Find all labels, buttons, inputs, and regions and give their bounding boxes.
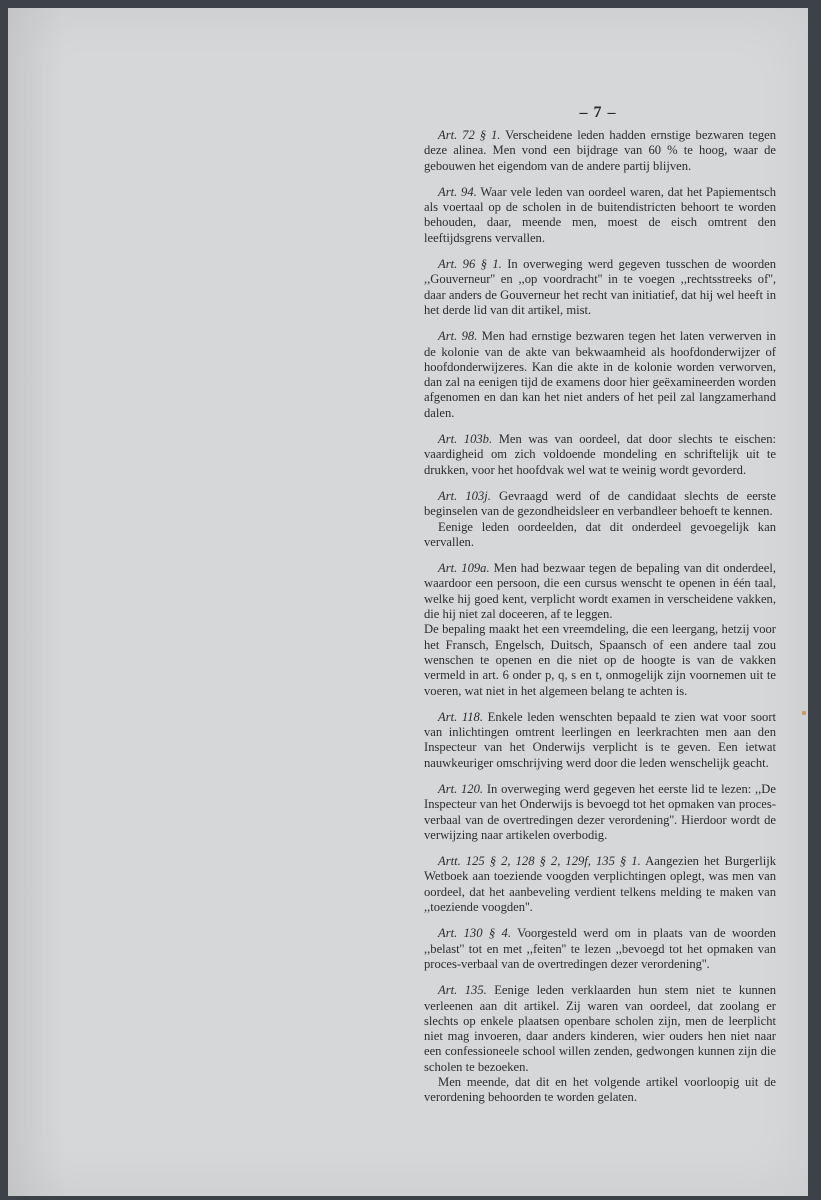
paragraph-text: Voorgesteld werd om in plaats van de woorden ,,belast'' tot en met ,,feiten'' te lezen ,,bevoegd tot het opmaken van proces-verbaal van de overtredingen dezer verordening''.: [424, 926, 776, 971]
paragraph-text: Verscheidene leden hadden ernstige bezwaren tegen deze alinea. Men vond een bijdrage van 60 % te hoog, waar de gebouwen het eigendom van de andere partij blijven.: [424, 128, 777, 173]
paragraph-text: In overweging werd gegeven het eerste lid te lezen: ,,De Inspecteur van het Onderwijs is bevoegd tot het opmaken van proces-verbaal van de overtredingen dezer verordening''. Hierdoor wordt de verwijzing naar artikelen overbodig.: [424, 781, 776, 842]
article-ref: Art. 118.: [438, 709, 484, 724]
paragraph-art-103j-cont: [424, 520, 776, 551]
article-ref: Art. 120.: [438, 781, 484, 796]
paragraph-art-72: [424, 128, 776, 174]
paragraph-art-135-cont: [424, 1075, 776, 1106]
article-ref: Art. 94.: [438, 184, 477, 199]
article-ref: Art. 103b.: [438, 432, 493, 447]
paragraph-art-118: [424, 710, 776, 771]
paragraph-text: Men was van oordeel, dat door slechts te eischen: vaardigheid om zich voldoende mondeling en schriftelijk uit te drukken, voor het hoofdvak wel wat te weinig wordt gevorderd.: [424, 432, 776, 477]
paragraph-art-130: [424, 926, 776, 972]
article-ref: Artt. 125 § 2, 128 § 2, 129f, 135 § 1.: [438, 854, 641, 869]
margin-mark: [802, 711, 806, 715]
paragraph-text: Gevraagd werd of de candidaat slechts de eerste beginselen van de gezondheidsleer en verbandleer behoeft te kennen.: [424, 488, 776, 519]
paragraph-art-103b: [424, 432, 776, 478]
article-ref: Art. 98.: [438, 329, 478, 344]
paragraph-text: Aangezien het Burgerlijk Wetboek aan toeziende voogden verplichtingen oplegt, was men van oordeel, dat het aanbeveling verdient telkens melding te maken van ,,toeziende voogden''.: [424, 854, 776, 915]
article-ref: Art. 96 § 1.: [438, 257, 502, 272]
paragraph-text: Eenige leden oordeelden, dat dit onderdeel gevoegelijk kan vervallen.: [424, 519, 776, 549]
paragraph-text: Men meende, dat dit en het volgende artikel voorloopig uit de verordening behoorden te worden gelaten.: [424, 1075, 776, 1105]
page-fold-shadow: [8, 8, 68, 1196]
paragraph-art-94: [424, 185, 776, 246]
article-ref: Art. 109a.: [438, 561, 490, 576]
paragraph-text: Men had bezwaar tegen de bepaling van dit onderdeel, waardoor een persoon, die een cursus wenscht te openen in één taal, welke hij goed kent, verplicht wordt examen in verscheidene vakken, die hij niet zal doceeren, af te leggen.: [424, 561, 776, 622]
paragraph-art-135: [424, 983, 776, 1075]
paragraph-art-120: [424, 782, 776, 843]
paragraph-art-98: [424, 329, 776, 421]
paragraph-art-109a-cont: [424, 622, 776, 698]
article-ref: Art. 130 § 4.: [438, 926, 511, 941]
paragraph-text: In overweging werd gegeven tusschen de woorden ,,Gouverneur'' en ,,op voordracht'' in te voegen ,,rechtsstreeks of'', daar anders de Gouverneur het recht van initiatief, dat hij wel heeft in het derde lid van dit artikel, mist.: [424, 257, 777, 317]
article-ref: Art. 103j.: [438, 488, 491, 503]
paragraph-text: De bepaling maakt het een vreemdeling, die een leergang, hetzij voor het Fransch, Engelsch, Duitsch, Spaansch of een andere taal zou wenschen te openen en die niet op de hoogte is van de vakken vermeld in art. 6 onder p, q, s en t, onmogelijk zijn voornemen uit te voeren, wat niet in het algemeen belang te achten is.: [424, 622, 776, 698]
paragraph-art-103j: [424, 489, 776, 520]
paragraph-text: Men had ernstige bezwaren tegen het laten verwerven in de kolonie van de akte van bekwaamheid als hoofdonderwijzer of hoofdonderwijzeres. Kan die akte in de kolonie worden verworven, dan zal na eenigen tijd de examens door hier geëxamineerden worden afgenomen en dan kan het niet anders of het peil zal langzamerhand dalen.: [424, 329, 776, 420]
paragraph-text: Enkele leden wenschten bepaald te zien wat voor soort van inlichtingen omtrent leerlingen en leerkrachten men aan den Inspecteur van het Onderwijs verplicht is te geven. Een ietwat nauwkeuriger omschrijving werd door die leden wenschelijk geacht.: [424, 709, 777, 770]
paragraph-artt-125: [424, 854, 776, 915]
text-column: [424, 128, 776, 1117]
article-ref: Art. 72 § 1.: [438, 128, 501, 142]
paragraph-art-109a: [424, 561, 776, 622]
article-ref: Art. 135.: [438, 983, 487, 998]
paragraph-text: Waar vele leden van oordeel waren, dat het Papiementsch als voertaal op de scholen in de buitendistricten behoort te worden behouden, daar, meende men, moest de eisch omtrent den leeftijdsgrens vervallen.: [424, 184, 777, 245]
paragraph-art-96: [424, 257, 776, 318]
page-number: – 7 –: [579, 104, 617, 121]
paragraph-text: Eenige leden verklaarden hun stem niet te kunnen verleenen aan dit artikel. Zij waren van oordeel, dat zoolang er slechts op enkele plaatsen openbare scholen zijn, men de leerplicht niet mag invoeren, daar anders kinderen, wier ouders hen niet naar een confessioneele school willen zenden, gedwongen kunnen zijn die scholen te bezoeken.: [424, 983, 776, 1074]
document-page: [8, 8, 808, 1196]
